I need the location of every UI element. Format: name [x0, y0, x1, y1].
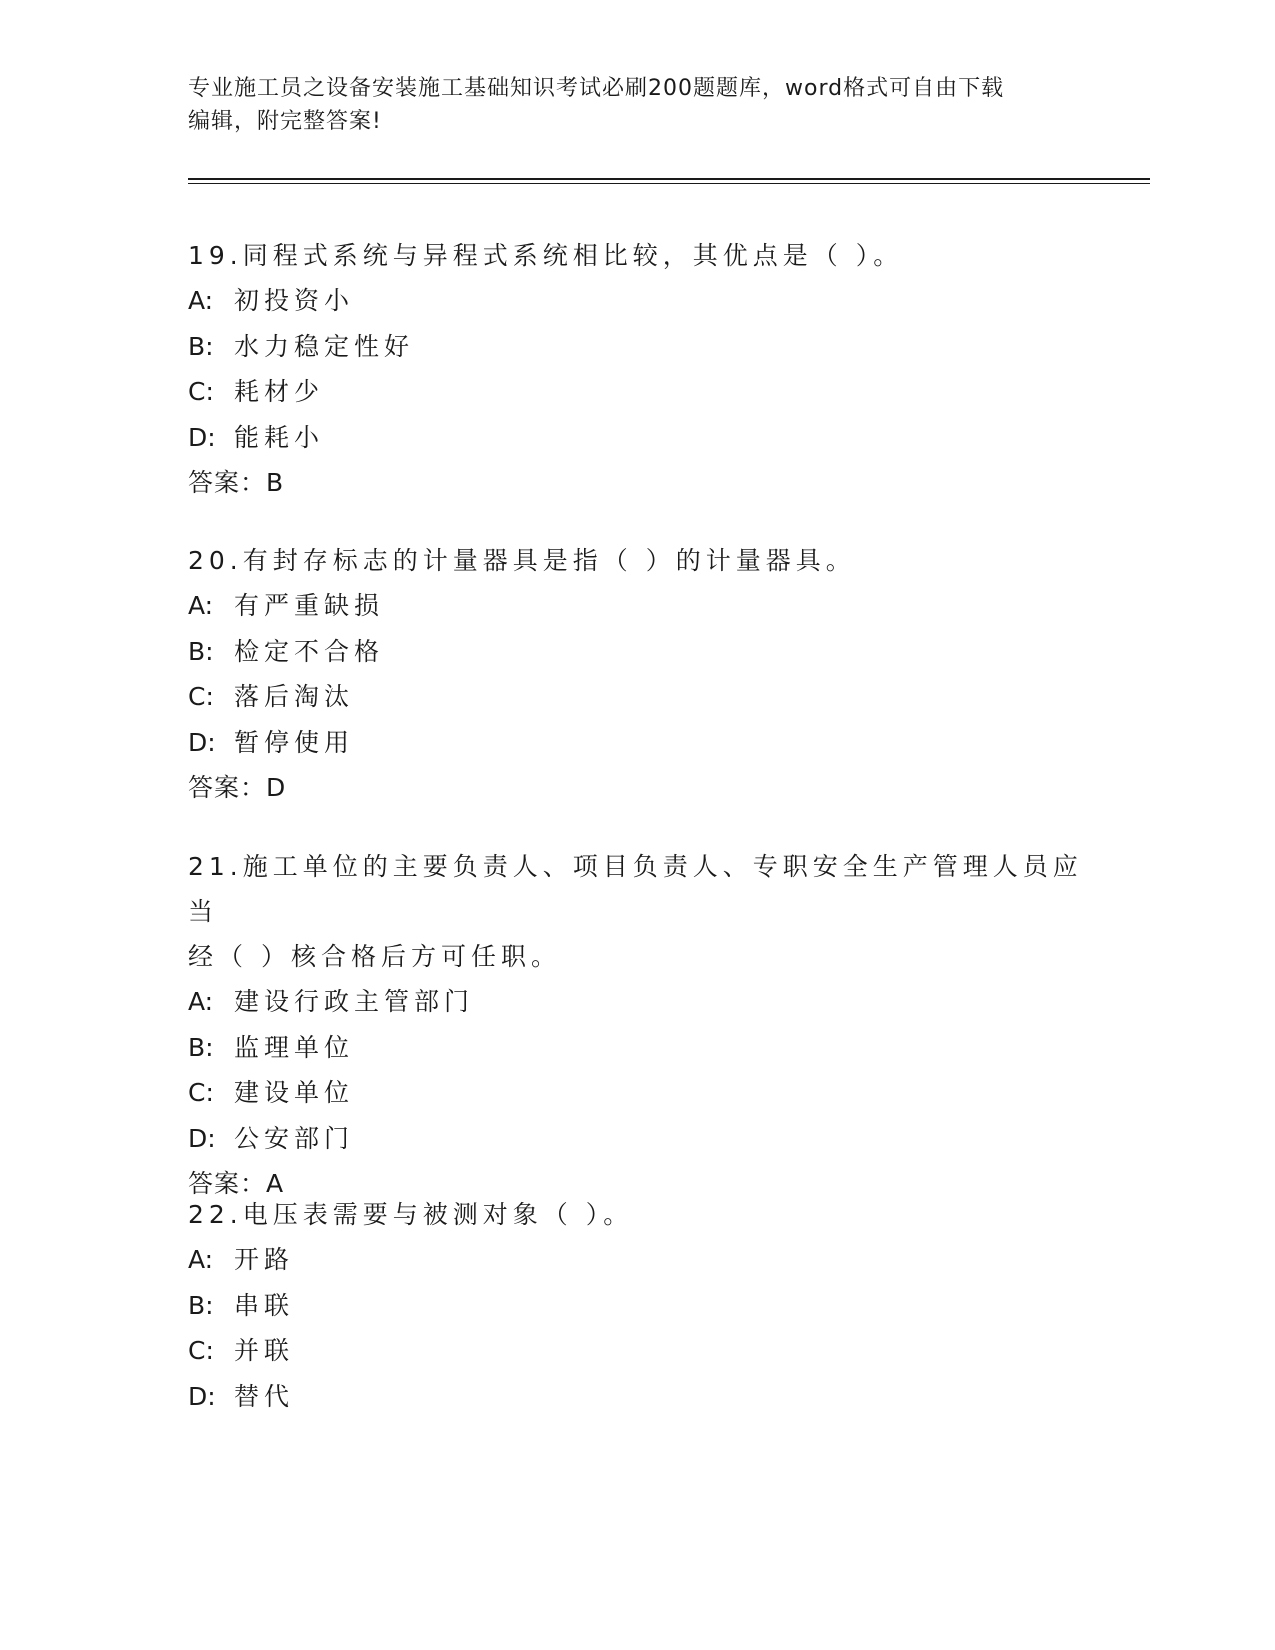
option-text: 公安部门	[234, 1123, 355, 1153]
question-20	[188, 538, 1088, 810]
option-d	[188, 415, 1088, 461]
option-a	[188, 583, 1088, 629]
option-label: C:	[188, 377, 214, 406]
option-label: D:	[188, 422, 216, 452]
answer: 答案：A	[188, 1169, 285, 1198]
option-d	[188, 1116, 1088, 1162]
question-19	[188, 233, 1088, 505]
option-label: C:	[188, 1078, 214, 1107]
option-label: D:	[188, 1123, 216, 1153]
option-text: 替代	[234, 1381, 295, 1411]
option-label: A:	[188, 591, 214, 620]
option-text: 耗材少	[234, 377, 325, 406]
header-divider-thick	[188, 178, 1150, 180]
option-text: 建设单位	[234, 1078, 355, 1107]
option-text: 开路	[234, 1245, 295, 1274]
option-label: C:	[188, 1336, 214, 1365]
option-a	[188, 979, 1088, 1025]
option-label: A:	[188, 987, 214, 1016]
document-header	[188, 72, 1088, 138]
option-c	[188, 369, 1088, 415]
question-stem: 22.电压表需要与被测对象（ ）。	[188, 1200, 634, 1229]
option-text: 能耗小	[234, 422, 325, 452]
option-label: A:	[188, 1245, 214, 1274]
option-d	[188, 720, 1088, 766]
question-stem-line-2: 经（ ）核合格后方可任职。	[188, 942, 561, 971]
answer: 答案：B	[188, 468, 285, 497]
option-b	[188, 1025, 1088, 1071]
answer: 答案：D	[188, 773, 287, 802]
option-text: 检定不合格	[234, 636, 385, 666]
option-text: 有严重缺损	[234, 591, 385, 620]
question-stem: 19.同程式系统与异程式系统相比较，其优点是（ ）。	[188, 241, 904, 270]
option-b	[188, 1283, 1088, 1329]
option-text: 串联	[234, 1290, 295, 1320]
question-22	[188, 1192, 1088, 1419]
option-text: 水力稳定性好	[234, 331, 415, 361]
option-label: B:	[188, 1032, 214, 1062]
option-a	[188, 1237, 1088, 1283]
option-label: C:	[188, 682, 214, 711]
option-a	[188, 278, 1088, 324]
option-label: D:	[188, 1381, 216, 1411]
option-c	[188, 1070, 1088, 1116]
question-stem-line-1: 21.施工单位的主要负责人、项目负责人、专职安全生产管理人员应当	[188, 852, 1083, 926]
option-c	[188, 1328, 1088, 1374]
option-text: 监理单位	[234, 1032, 355, 1062]
option-text: 并联	[234, 1336, 295, 1365]
option-d	[188, 1374, 1088, 1420]
option-text: 初投资小	[234, 286, 355, 315]
option-text: 暂停使用	[234, 727, 355, 757]
option-c	[188, 674, 1088, 720]
question-stem: 20.有封存标志的计量器具是指（ ）的计量器具。	[188, 546, 856, 575]
option-b	[188, 324, 1088, 370]
header-line-1: 专业施工员之设备安装施工基础知识考试必刷200题题库，word格式可自由下载	[188, 76, 1005, 101]
header-divider-thin	[188, 183, 1150, 184]
option-b	[188, 629, 1088, 675]
option-label: B:	[188, 331, 214, 361]
header-line-2: 编辑，附完整答案!	[188, 109, 382, 134]
option-text: 建设行政主管部门	[234, 987, 475, 1016]
option-label: D:	[188, 727, 216, 757]
option-text: 落后淘汰	[234, 682, 355, 711]
option-label: A:	[188, 286, 214, 315]
option-label: B:	[188, 1290, 214, 1320]
question-21	[188, 844, 1088, 1206]
option-label: B:	[188, 636, 214, 666]
